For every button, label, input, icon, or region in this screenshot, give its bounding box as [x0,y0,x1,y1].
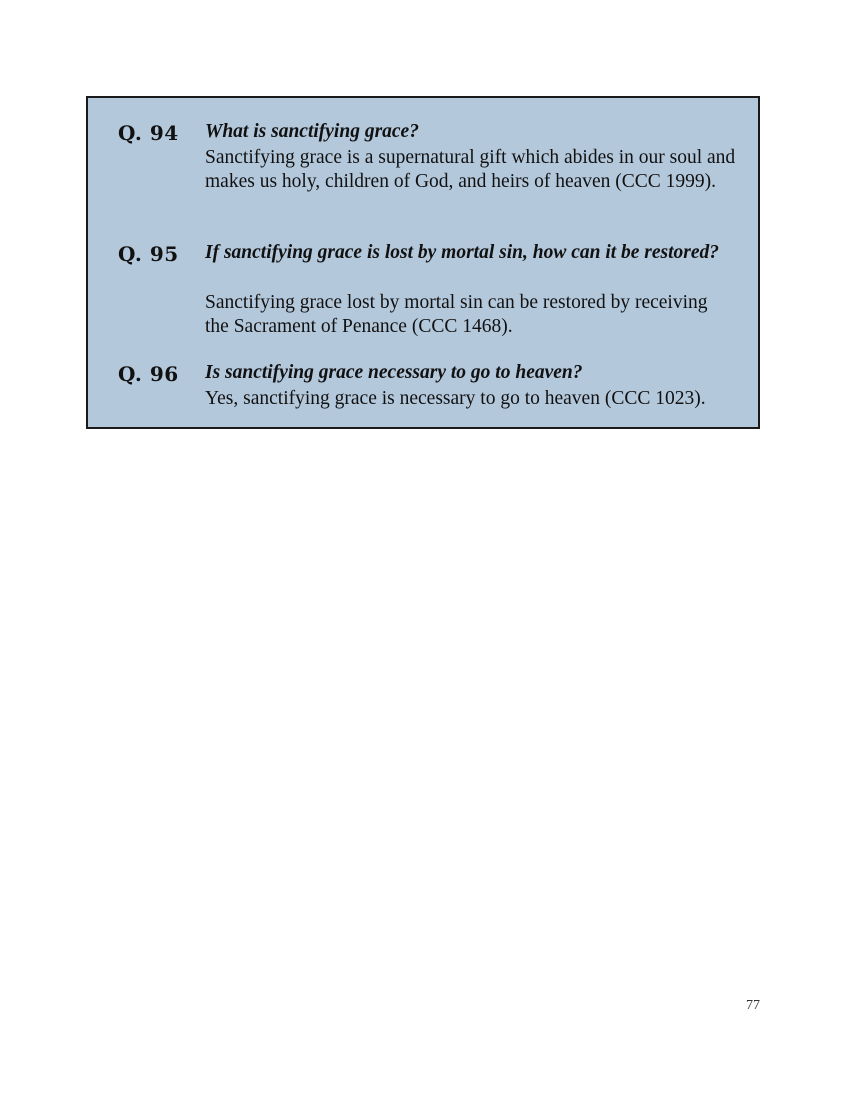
question-number: Q. 95 [118,242,179,266]
catechism-qa-box [86,96,760,429]
question-number: Q. 96 [118,362,179,386]
answer-text: Sanctifying grace lost by mortal sin can be restored by receiving the Sacrament of Penance (CCC 1468). [205,292,708,337]
question-text: What is sanctifying grace? [205,121,419,142]
answer-text: Yes, sanctifying grace is necessary to go to heaven (CCC 1023). [205,388,706,409]
question-text: If sanctifying grace is lost by mortal sin, how can it be restored? [205,242,720,263]
question-text: Is sanctifying grace necessary to go to heaven? [205,362,583,383]
question-number: Q. 94 [118,121,179,145]
page-number: 77 [746,998,760,1013]
answer-text: Sanctifying grace is a supernatural gift which abides in our soul and makes us holy, children of God, and heirs of heaven (CCC 1999). [205,147,736,192]
